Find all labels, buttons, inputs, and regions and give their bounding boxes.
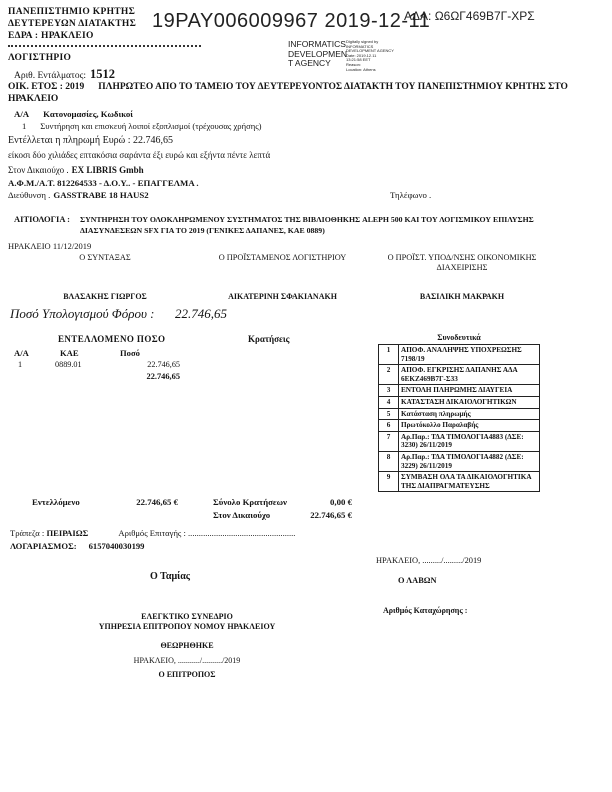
attachment-row (379, 431, 540, 451)
item-no: 1 (22, 121, 27, 131)
address-label: Διεύθυνση . (8, 190, 51, 200)
attachment-text: ΕΝΤΟΛΗ ΠΛΗΡΩΜΗΣ ΔΙΑΥΓΕΙΑ (399, 385, 540, 397)
attachment-row (379, 472, 540, 492)
order-number-line (14, 67, 115, 82)
attachment-row (379, 451, 540, 471)
bank-line (10, 528, 295, 538)
amount-col-kae: ΚΑΕ (60, 348, 79, 358)
attachment-row (379, 345, 540, 365)
commissioner-title: Ο ΕΠΙΤΡΟΠΟΣ (158, 670, 216, 679)
payment-order-label: Εντέλλεται η πληρωμή Ευρώ : (8, 135, 131, 146)
items-col-desc: Κατονομασίες, Κωδικοί (43, 109, 133, 119)
deductions-total-value: 0,00 € (330, 497, 352, 507)
attachment-row (379, 420, 540, 432)
bank-name: ΠΕΙΡΑΙΩΣ (46, 528, 89, 538)
account-label: ΛΟΓΑΡΙΑΣΜΟΣ: (10, 541, 77, 551)
issue-place-date: ΗΡΑΚΛΕΙΟ 11/12/2019 (8, 241, 92, 251)
amount-col-no: Α/Α (14, 348, 29, 358)
attachment-text: ΑΠΟΦ. ΑΝΑΛΗΨΗΣ ΥΠΟΧΡΕΩΣΗΣ 7198/19 (399, 345, 540, 365)
audit-court-block (42, 612, 332, 680)
informatics-agency-stamp (288, 40, 347, 69)
attachment-text: ΑΠΟΦ. ΕΓΚΡΙΣΗΣ ΔΑΠΑΝΗΣ ΑΔΑ 6ΕΚΖ469Β7Γ-Σ33 (399, 365, 540, 385)
items-col-no: Α/Α (14, 109, 30, 119)
receiver-date-line: ΗΡΑΚΛΕΙΟ, ........./........./2019 (376, 556, 482, 565)
attachments-section (378, 333, 540, 492)
attachment-text: Πρωτόκολλο Παραλαβής (399, 420, 540, 432)
beneficiary-address-line (8, 190, 149, 200)
ordered-total-value: 22.746,65 € (136, 497, 178, 507)
attachment-no: 4 (379, 396, 399, 408)
attachment-no: 6 (379, 420, 399, 432)
cashier-title: Ο Ταμίας (150, 571, 191, 582)
stamp-line: T AGENCY (288, 58, 331, 68)
attachment-text: ΣΥΜΒΑΣΗ ΟΛΑ ΤΑ ΔΙΚΑΙΟΛΟΓΗΤΙΚΑ ΤΗΣ ΔΙΑΠΡΑΓΜΑΤΕΥΣΗΣ (399, 472, 540, 492)
amount-row-kae: 0889.01 (55, 360, 82, 369)
attachment-no: 9 (379, 472, 399, 492)
amount-row-value: 22.746,65 (147, 360, 180, 369)
beneficiary-tax-line: Α.Φ.Μ./Α.Τ. 812264533 - Δ.Ο.Υ.. - ΕΠΑΓΓΕΛΜΑ . (8, 178, 199, 188)
attachment-text: Κατάσταση πληρωμής (399, 408, 540, 420)
audit-service-title: ΥΠΗΡΕΣΙΑ ΕΠΙΤΡΟΠΟΥ ΝΟΜΟΥ ΗΡΑΚΛΕΙΟΥ (98, 621, 276, 631)
attachment-no: 5 (379, 408, 399, 420)
attachment-no: 8 (379, 451, 399, 471)
signatory-name-drafter: ΒΛΑΣΑΚΗΣ ΓΙΩΡΓΟΣ (63, 292, 147, 301)
justification-text: ΣΥΝΤΗΡΗΣΗ ΤΟΥ ΟΛΟΚΛΗΡΩΜΕΝΟΥ ΣΥΣΤΗΜΑΤΟΣ ΤΗΣ ΒΙΒΛΙΟΘΗΚΗΣ ALEPH 500 ΚΑΙ ΤΟΥ ΛΟΓΙΣΜΙΚΟΥ ΕΠΙΛΥΣΗΣ ΔΙΑΣΥΝΔΕΣΕΩΝ SFX ΓΙΑ ΤΟ 2019 (ΓΕΝΙΚΕΣ ΔΑΠΑΝΕΣ, ΚΑΕ 0889) (80, 215, 534, 235)
beneficiary-label: Στον Δικαιούχο . (8, 165, 69, 175)
ordered-amount-title: ΕΝΤΕΛΛΟΜΕΝΟ ΠΟΣΟ (58, 334, 166, 344)
phone-label: Τηλέφωνο . (390, 190, 432, 200)
bank-label: Τράπεζα : (10, 528, 45, 538)
beneficiary-line (8, 165, 144, 175)
attachment-row (379, 396, 540, 408)
attachments-title: Συνοδευτικά (437, 333, 481, 342)
attachment-row (379, 365, 540, 385)
attachments-table (378, 344, 540, 492)
signatory-title-finance-head: Ο ΠΡΟΪΣΤ. ΥΠΟΔ/ΝΣΗΣ ΟΙΚΟΝΟΜΙΚΗΣ ΔΙΑΧΕΙΡΙΣΗΣ (387, 253, 537, 272)
account-line (10, 541, 144, 551)
cheque-number-dots: .................................................. (188, 528, 296, 538)
order-number-value: 1512 (90, 67, 115, 81)
payable-text: ΠΛΗΡΩΤΕΟ ΑΠΟ ΤΟ ΤΑΜΕΙΟ ΤΟΥ ΔΕΥΤΕΡΕΥΟΝΤΟΣ ΔΙΑΤΑΚΤΗ ΤΟΥ ΠΑΝΕΠΙΣΤΗΜΙΟΥ ΚΡΗΤΗΣ ΣΤΟ ΗΡΑΚΛΕΙΟ (8, 82, 568, 104)
tax-value: 22.746,65 (175, 306, 227, 321)
items-header (14, 109, 133, 119)
digital-signature-micro-text: Digitally signed by INFORMATICS DEVELOPMENT AGENCY Date: 2019.12.11 13:21:58 EET Reason: Location: Athens (346, 39, 394, 72)
approved-label: ΘΕΩΡΗΘΗΚΕ (160, 641, 214, 650)
attachment-text: Αρ.Παρ.: ΤΔΑ ΤΙΜΟΛΟΓΙΑ4883 (ΔΣΕ: 3230) 26/11/2019 (399, 431, 540, 451)
attachment-no: 2 (379, 365, 399, 385)
tax-label: Ποσό Υπολογισμού Φόρου : (10, 306, 155, 321)
attachment-no: 3 (379, 385, 399, 397)
beneficiary-name: EX LIBRIS Gmbh (71, 165, 144, 175)
item-row (22, 121, 261, 131)
attachment-no: 7 (379, 431, 399, 451)
stamp-line: INFORMATICS (288, 39, 346, 49)
university-name: ΠΑΝΕΠΙΣΤΗΜΙΟ ΚΡΗΤΗΣ (8, 7, 136, 17)
attachment-row (379, 385, 540, 397)
amount-col-amount: Ποσό (120, 348, 140, 358)
header-divider (8, 45, 201, 47)
payment-amount: 22.746,65 (133, 135, 174, 146)
ada-number: ΑΔΑ: Ω6ΩΓ469Β7Γ-ΧΡΣ (404, 9, 535, 23)
signatory-name-finance-head: ΒΑΣΙΛΙΚΗ ΜΑΚΡΑΚΗ (419, 292, 505, 301)
address-value: GASSTRABE 18 HAUS2 (53, 190, 149, 200)
audit-court-title: ΕΛΕΓΚΤΙΚΟ ΣΥΝΕΔΡΙΟ (141, 612, 233, 621)
receiver-title: Ο ΛΑΒΩΝ (398, 576, 437, 585)
attachment-text: Αρ.Παρ.: ΤΔΑ ΤΙΜΟΛΟΓΙΑ4882 (ΔΣΕ: 3229) 26/11/2019 (399, 451, 540, 471)
item-desc: Συντήρηση και επισκευή λοιποί εξοπλισμοί (τρέχουσας χρήσης) (40, 121, 262, 131)
amount-in-words: είκοσι δύο χιλιάδες επτακόσια σαράντα έξι ευρώ και εξήντα πέντε λεπτά (8, 150, 271, 160)
issuer-block (8, 6, 136, 42)
attachment-text: ΚΑΤΑΣΤΑΣΗ ΔΙΚΑΙΟΛΟΓΗΤΙΚΩΝ (399, 396, 540, 408)
cheque-number-label: Αριθμός Επιταγής : (118, 528, 186, 538)
account-number: 6157040030199 (88, 541, 145, 551)
attachment-no: 1 (379, 345, 399, 365)
registration-number-label: Αριθμός Καταχώρησης : (383, 606, 468, 615)
deductions-total-label: Σύνολο Κρατήσεων (213, 497, 287, 507)
fiscal-year: ΟΙΚ. ΕΤΟΣ : 2019 (8, 82, 85, 92)
payment-order-line (8, 135, 173, 146)
justification-label: ΑΙΤΙΟΛΟΓΙΑ : (14, 214, 70, 224)
payable-line (8, 82, 568, 105)
order-number-label: Αριθ. Εντάλματος: (14, 71, 86, 81)
deductions-title: Κρατήσεις (248, 334, 290, 344)
tax-computation-line (10, 306, 227, 322)
ordered-total-label: Εντελλόμενο (32, 497, 80, 507)
signatory-title-accounting-head: Ο ΠΡΟΪΣΤΑΜΕΝΟΣ ΛΟΓΙΣΤΗΡΙΟΥ (218, 253, 347, 262)
signatory-name-accounting-head: ΑΙΚΑΤΕΡΙΝΗ ΣΦΑΚΙΑΝΑΚΗ (228, 292, 337, 301)
amount-total: 22.746,65 (146, 372, 180, 381)
signatory-title-drafter: Ο ΣΥΝΤΑΞΑΣ (79, 253, 131, 262)
department-name: ΛΟΓΙΣΤΗΡΙΟ (8, 53, 72, 63)
attachment-row (379, 408, 540, 420)
adam-code: 19PAY006009967 2019-12-11 (152, 10, 431, 32)
amount-row-no: 1 (18, 360, 23, 369)
net-to-beneficiary-label: Στον Δικαιούχο (213, 510, 271, 520)
net-to-beneficiary-value: 22.746,65 € (310, 510, 352, 520)
audit-date-line: ΗΡΑΚΛΕΙΟ, .........../........../2019 (133, 655, 241, 665)
issuer-seat: ΕΔΡΑ : ΗΡΑΚΛΕΙΟ (8, 31, 94, 41)
ordering-authority: ΔΕΥΤΕΡΕΥΩΝ ΔΙΑΤΑΚΤΗΣ (8, 19, 137, 29)
stamp-line: DEVELOPMEN (288, 48, 348, 59)
